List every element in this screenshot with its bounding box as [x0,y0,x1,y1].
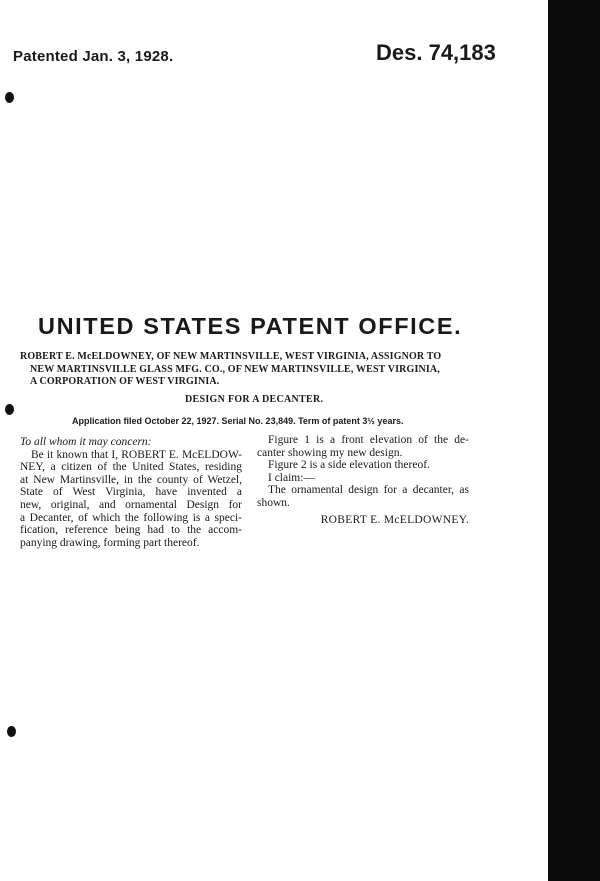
patented-date: Patented Jan. 3, 1928. [13,48,174,65]
punch-hole-top [5,92,14,103]
inventor-signature: ROBERT E. McELDOWNEY. [320,513,469,526]
body-line: Be it known that I, ROBERT E. McELDOW- [31,448,242,461]
body-line: fication, reference being had to the accom- [20,524,242,537]
inventor-block [20,351,460,389]
body-line: panying drawing, forming part thereof. [20,536,200,549]
body-line: Figure 1 is a front elevation of the de- [268,434,469,446]
body-line: a Decanter, of which the following is a speci- [20,511,242,524]
office-title: UNITED STATES PATENT OFFICE. [38,313,463,339]
body-line: Figure 2 is a side elevation thereof. [268,459,430,472]
body-line: shown. [257,496,290,509]
punch-hole-middle [5,404,14,415]
design-title: DESIGN FOR A DECANTER. [185,394,324,405]
specification-column-right [257,434,469,526]
body-line: NEY, a citizen of the United States, residing [20,461,242,474]
specification-column-left [20,436,242,549]
punch-hole-bottom [7,726,16,737]
body-line: State of West Virginia, have invented a [20,486,242,499]
body-line: The ornamental design for a decanter, as [268,484,469,497]
inventor-line: NEW MARTINSVILLE GLASS MFG. CO., OF NEW MARTINSVILLE, WEST VIRGINIA, [30,363,440,375]
salutation: To all whom it may concern: [20,436,152,448]
inventor-line: A CORPORATION OF WEST VIRGINIA. [30,376,220,387]
patent-number: Des. 74,183 [376,40,496,65]
body-line: new, original, and ornamental Design for [20,498,242,511]
body-line: canter showing my new design. [257,446,403,459]
application-info: Application filed October 22, 1927. Serial No. 23,849. Term of patent 3½ years. [72,416,404,426]
body-line: at New Martinsville, in the county of Wetzel, [20,473,242,486]
body-line: I claim:— [268,471,315,484]
scan-border [548,0,600,881]
inventor-line: ROBERT E. McELDOWNEY, OF NEW MARTINSVILLE, WEST VIRGINIA, ASSIGNOR TO [20,351,442,362]
